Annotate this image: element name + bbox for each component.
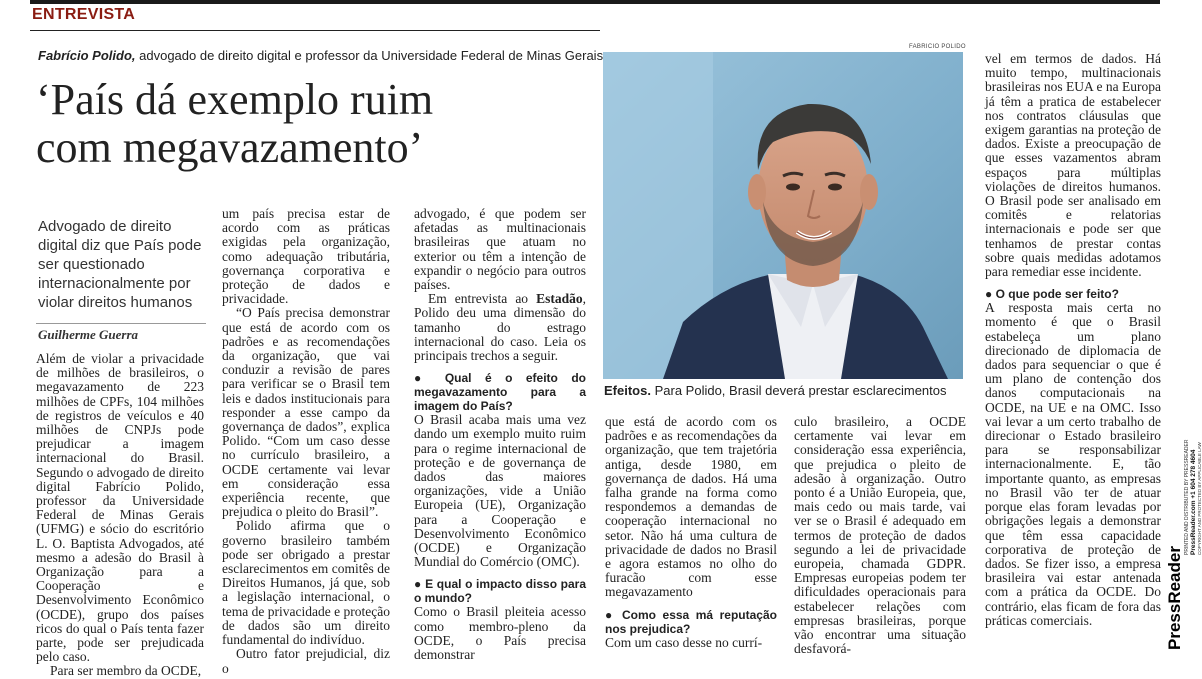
paragraph: vel em termos de dados. Há muito tempo, multinacionais brasileiras nos EUA e na Europa já têm a pratica de estabelecer nos contratos cláusulas que exigem garantias na proteção de dados. Existe a preocupação de que esses vazamentos abram espaços para múltiplas violações de direitos humanos. O Brasil pode ser analisado em comitês e relatorias internacionais e pode ser que tenhamos de prestar contas sobre quais medidas adotamos para remediar esse incidente. bbox=[985, 51, 1161, 280]
paragraph: um país precisa estar de acordo com as práticas exigidas pela organização, como adequação tributária, governança corporativa e proteção de dados e privacidade. bbox=[222, 206, 390, 307]
paragraph: “O País precisa demonstrar que está de acordo com os padrões e as recomendações da organização, que vai conduzir a revisão de pares para verificar se o Brasil tem leis e dados institucionais para responder a esse campo da governança de dados”, explica Polido. “Com um caso desse no currículo brasileiro, a OCDE certamente vai levar em consideração essa experiência recente, que prejudica o pleito do Brasil”. bbox=[222, 305, 390, 520]
question: ● E qual o impacto disso para o mundo? bbox=[414, 577, 586, 606]
paragraph: culo brasileiro, a OCDE certamente vai levar em consideração essa experiência, que prejudica o pleito de adesão à organização. Outro ponto é a União Europeia, que, mais cedo ou mais tarde, vai ver se o Brasil é adequado em termos de proteção de dados segundo a lei de privacidade europeia, chamada GDPR. Empresas europeias podem ter dificuldades operacionais para estabelecer relações com empresas brasileiras, porque vão encontrar uma situação desfavorá- bbox=[794, 414, 966, 657]
paragraph: Outro fator prejudicial, diz o bbox=[222, 646, 390, 676]
question: ● Como essa má reputação nos prejudica? bbox=[605, 607, 777, 636]
answer: O Brasil acaba mais uma vez dando um exemplo muito ruim para o regime internacional de proteção e de governança de dados das maiores organizações, vide a União Europeia (UE), Organização para a Cooperação e Desenvolvimento Econômico (OCDE) e Organização Mundial do Comércio (OMC). bbox=[414, 412, 586, 570]
question: ● O que pode ser feito? bbox=[985, 287, 1119, 302]
photo-caption bbox=[604, 383, 974, 398]
answer: Como o Brasil pleiteia acesso como membro-pleno da OCDE, o País precisa demonstrar bbox=[414, 604, 586, 663]
author-rule bbox=[36, 323, 206, 324]
question: ● Qual é o efeito do megavazamento para a imagem do País? bbox=[414, 371, 586, 414]
paragraph bbox=[414, 292, 586, 363]
photo-credit: FABRICIO POLIDO bbox=[909, 44, 966, 50]
deck: Advogado de direito digital diz que País pode ser questionado internacionalmente por violar direitos humanos bbox=[38, 218, 202, 311]
paragraph: Além de violar a privacidade de milhões de brasileiros, o megavazamento de 223 milhões de CPFs, 104 milhões de registros de veículos e 40 milhões de CNPJs pode prejudicar a imagem internacional do Brasil. Segundo o advogado de direito digital Fabrício Polido, professor da Universidade Federal de Minas Gerais (UFMG) e sócio do escritório L. O. Baptista Advogados, até mesmo a adesão do Brasil à Organização para a Cooperação e Desenvolvimento Econômico (OCDE), grupo dos países ricos do qual o País tenta fazer parte, pode ser prejudicada pelo caso. bbox=[36, 351, 204, 665]
column-6 bbox=[985, 52, 1161, 628]
paragraph: Polido afirma que o governo brasileiro também pode ser obrigado a prestar esclarecimentos em comitês de Direitos Humanos, já que, sob a legislação internacional, o tema de privacidade e proteção de dados são um direito fundamental do indivíduo. bbox=[222, 518, 390, 648]
pressreader-line-3: COPYRIGHT AND PROTECTED BY APPLICABLE LAW bbox=[1197, 442, 1202, 555]
caption-bold: Efeitos. bbox=[604, 383, 651, 398]
pressreader-brand: PressReader bbox=[1165, 546, 1184, 650]
section-rule bbox=[30, 30, 600, 31]
paragraph: que está de acordo com os padrões e as recomendações da organização, que tem trajetória antiga, desde 1980, em governança de dados. Há uma falha grande na forma como respondemos a demandas de cooperação internacional no setor. Não há uma cultura de privacidade de dados no Brasil e agora estamos no olho do furacão com esse megavazamento bbox=[605, 414, 777, 600]
column-3 bbox=[414, 207, 586, 662]
paragraph-bold: Estadão bbox=[536, 291, 583, 307]
author: Guilherme Guerra bbox=[38, 327, 139, 342]
portrait-illustration bbox=[603, 52, 963, 379]
top-rule bbox=[30, 0, 1160, 4]
headline bbox=[36, 76, 596, 172]
pressreader-line-1: PRINTED AND DISTRIBUTED BY PRESSREADER bbox=[1184, 439, 1190, 555]
column-5 bbox=[794, 415, 966, 656]
column-4 bbox=[605, 415, 777, 650]
byline-name: Fabrício Polido, bbox=[38, 48, 136, 63]
column-2 bbox=[222, 207, 390, 676]
paragraph-post: , Polido deu uma dimensão do tamanho do estrago internacional do caso. Leia os principais trechos a seguir. bbox=[414, 291, 586, 364]
headline-line-2: com megavazamento’ bbox=[36, 123, 424, 172]
answer: Com um caso desse no currí- bbox=[605, 634, 763, 650]
section-label: ENTREVISTA bbox=[32, 6, 136, 23]
byline-desc: advogado de direito digital e professor da Universidade Federal de Minas Gerais bbox=[139, 48, 604, 63]
pressreader-mark bbox=[1165, 420, 1202, 650]
column-1 bbox=[36, 352, 204, 679]
paragraph: advogado, é que podem ser afetadas as multinacionais brasileiras que atuam no exterior ou têm a intenção de expandir o negócio para outros países. bbox=[414, 206, 586, 293]
paragraph-pre: Em entrevista ao bbox=[428, 291, 529, 307]
portrait-photo bbox=[603, 52, 963, 379]
pressreader-line-2: PressReader.com +1 604 278 4604 bbox=[1190, 449, 1197, 555]
headline-line-1: ‘País dá exemplo ruim bbox=[36, 75, 434, 124]
byline bbox=[38, 48, 603, 63]
caption-text: Para Polido, Brasil deverá prestar esclarecimentos bbox=[654, 383, 947, 398]
paragraph: Para ser membro da OCDE, bbox=[50, 663, 202, 679]
answer: A resposta mais certa no momento é que o Brasil estabeleça um plano direcionado de diplomacia de dados para sequenciar o que é um plano de contenção dos danos computacionais na OCDE, na UE e na OMC. Isso vai levar a um certo trabalho de direcionar o Estado brasileiro para se responsabilizar internacionalmente. E, tão importante quanto, as empresas no Brasil vão ter de atuar porque elas foram levadas por obrigações legais a demonstrar que têm essa capacidade corporativa de proteção de dados. Se fizer isso, a empresa brasileira vai estar antenada com a prática da OCDE. Do contrário, elas ficam de fora das práticas comerciais. bbox=[985, 300, 1161, 628]
